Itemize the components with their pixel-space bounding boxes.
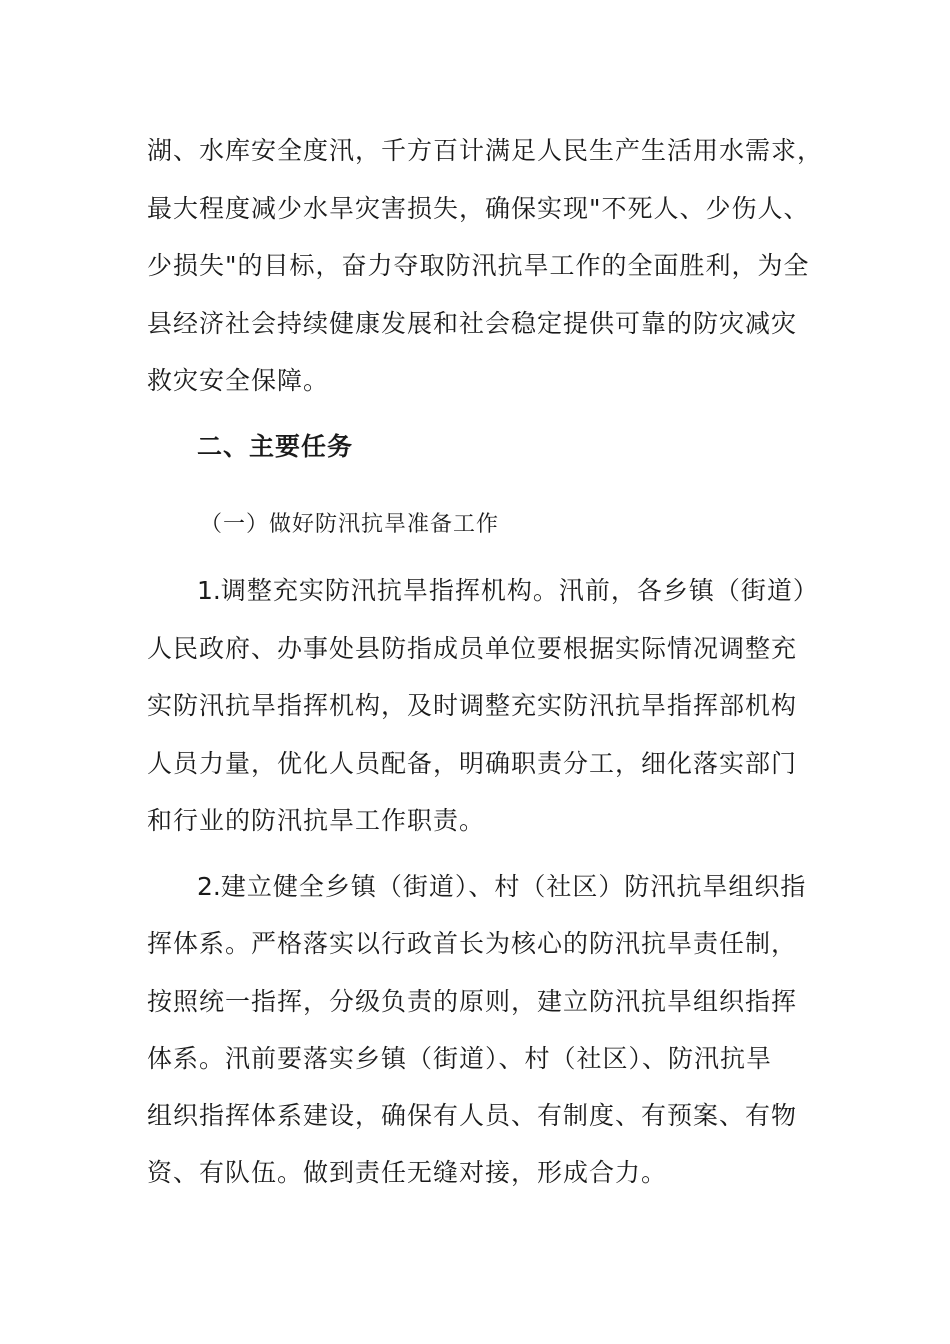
item1-number: 1.	[197, 576, 221, 605]
item1-line: 人民政府、办事处县防指成员单位要根据实际情况调整充	[147, 634, 798, 663]
intro-line: 县经济社会持续健康发展和社会稳定提供可靠的防灾减灾	[147, 309, 798, 338]
item2-line: 挥体系。严格落实以行政首长为核心的防汛抗旱责任制，	[147, 929, 798, 958]
intro-line: 救灾安全保障。	[147, 366, 330, 395]
item2-line: 按照统一指挥，分级负责的原则，建立防汛抗旱组织指挥	[147, 987, 798, 1016]
subsection-heading: （一）做好防汛抗旱准备工作	[200, 512, 500, 537]
item1-line: 人员力量，优化人员配备，明确职责分工，细化落实部门	[147, 749, 798, 778]
intro-line: 少损失"的目标，奋力夺取防汛抗旱工作的全面胜利，为全	[147, 251, 810, 280]
intro-line: 最大程度减少水旱灾害损失，确保实现"不死人、少伤人、	[147, 194, 810, 223]
item2-line: 体系。汛前要落实乡镇（街道）、村（社区）、防汛抗旱	[147, 1044, 773, 1073]
item1-text: 调整充实防汛抗旱指挥机构。汛前，各乡镇（街道）	[220, 576, 819, 605]
item2-text: 建立健全乡镇（街道）、村（社区）防汛抗旱组织指	[220, 872, 807, 901]
section-heading: 二、主要任务	[197, 432, 354, 461]
item1-line: 和行业的防汛抗旱工作职责。	[147, 806, 486, 835]
item1-line: 实防汛抗旱指挥机构，及时调整充实防汛抗旱指挥部机构	[147, 691, 798, 720]
intro-line: 湖、水库安全度汛，千方百计满足人民生产生活用水需求，	[147, 136, 824, 165]
item1-first-line	[197, 576, 819, 606]
item2-first-line	[197, 872, 806, 902]
item2-line: 组织指挥体系建设，确保有人员、有制度、有预案、有物	[147, 1101, 798, 1130]
item2-number: 2.	[197, 872, 221, 901]
item2-line: 资、有队伍。做到责任无缝对接，形成合力。	[147, 1158, 668, 1187]
